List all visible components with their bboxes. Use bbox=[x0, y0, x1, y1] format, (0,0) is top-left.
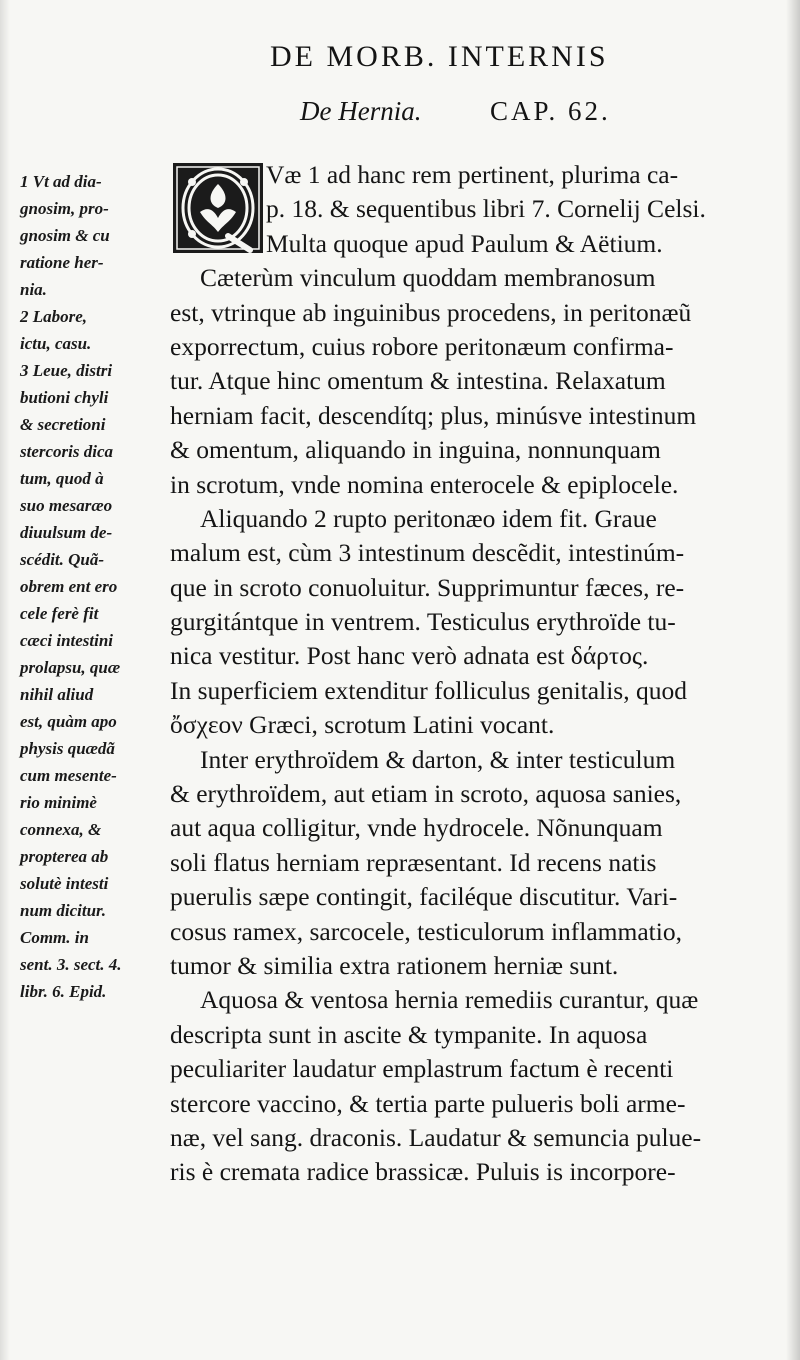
margin-note-line: cele ferè fit bbox=[20, 604, 99, 623]
body-line: aut aqua colligitur, vnde hydrocele. Nõnunquam bbox=[170, 813, 663, 843]
margin-note-line: sent. 3. sect. 4. bbox=[20, 955, 122, 974]
body-line: descripta sunt in ascite & tympanite. In aquosa bbox=[170, 1019, 648, 1049]
body-line: herniam facit, descendítq; plus, minúsve intestinum bbox=[170, 400, 697, 430]
body-line: Aquosa & ventosa hernia remediis curantur, quæ bbox=[200, 985, 699, 1015]
body-line: in scrotum, vnde nomina enterocele & epiplocele. bbox=[170, 469, 679, 499]
margin-note-line: diuulsum de- bbox=[20, 523, 113, 542]
margin-note-line: gnosim & cu bbox=[20, 226, 110, 245]
margin-note-line: gnosim, pro- bbox=[20, 199, 109, 218]
body-line: cosus ramex, sarcocele, testiculorum inflammatio, bbox=[170, 916, 682, 946]
body-line: Aliquando 2 rupto peritonæo idem fit. Graue bbox=[200, 503, 657, 533]
body-line: & omentum, aliquando in inguina, nonnunquam bbox=[170, 435, 661, 465]
page-shadow-right bbox=[786, 0, 800, 1360]
body-line: ὄσχεον Græci, scrotum Latini vocant. bbox=[170, 710, 555, 740]
margin-note-line: libr. 6. Epid. bbox=[20, 982, 107, 1001]
margin-note-line: rio minimè bbox=[20, 793, 97, 812]
body-line: soli flatus herniam repræsentant. Id recens natis bbox=[170, 847, 657, 877]
margin-note-line: connexa, & bbox=[20, 820, 102, 839]
margin-note-line: prolapsu, quæ bbox=[20, 658, 121, 677]
chapter-number: CAP. 62. bbox=[490, 96, 611, 126]
body-line: peculiariter laudatur emplastrum factum è recenti bbox=[170, 1054, 674, 1084]
body-line: Cæterùm vinculum quoddam membranosum bbox=[200, 263, 656, 293]
body-line: est, vtrinque ab inguinibus procedens, in peritonæũ bbox=[170, 297, 692, 327]
margin-note-line: tum, quod à bbox=[20, 469, 104, 488]
margin-note-line: suo mesaræo bbox=[20, 496, 113, 515]
margin-note-line: ictu, casu. bbox=[20, 334, 92, 353]
body-line: In superficiem extenditur folliculus genitalis, quod bbox=[170, 675, 687, 705]
body-line: Væ 1 ad hanc rem pertinent, plurima ca- bbox=[266, 160, 679, 189]
margin-note-line: ratione her- bbox=[20, 253, 104, 272]
margin-note-line: solutè intesti bbox=[20, 874, 109, 893]
body-line: & erythroïdem, aut etiam in scroto, aquosa sanies, bbox=[170, 779, 682, 809]
margin-note-line: & secretioni bbox=[20, 415, 106, 434]
body-line: que in scroto conuoluitur. Supprimuntur fæces, re- bbox=[170, 572, 685, 602]
chapter-heading bbox=[300, 96, 660, 127]
body-text bbox=[170, 158, 770, 1190]
body-line: nica vestitur. Post hanc verò adnata est δάρτος. bbox=[170, 641, 649, 671]
body-line: exporrectum, cuius robore peritonæum confirma- bbox=[170, 331, 674, 361]
margin-note-line: Comm. in bbox=[20, 928, 89, 947]
body-line: tumor & similia extra rationem herniæ sunt. bbox=[170, 950, 619, 980]
body-line: Multa quoque apud Paulum & Aëtium. bbox=[266, 228, 663, 258]
margin-note-line: 2 Labore, bbox=[20, 307, 88, 326]
margin-note-line: nia. bbox=[20, 280, 47, 299]
margin-note-line: butioni chyli bbox=[20, 388, 109, 407]
running-head: DE MORB. INTERNIS bbox=[270, 40, 609, 73]
margin-note-line: 3 Leue, distri bbox=[20, 361, 113, 380]
body-line: malum est, cùm 3 intestinum descẽdit, intestinúm- bbox=[170, 538, 685, 568]
body-line: ris è cremata radice brassicæ. Puluis is incorpore- bbox=[170, 1157, 676, 1187]
margin-note-line: propterea ab bbox=[20, 847, 109, 866]
margin-note-line: obrem ent ero bbox=[20, 577, 118, 596]
margin-note-line: nihil aliud bbox=[20, 685, 94, 704]
margin-note-line: est, quàm apo bbox=[20, 712, 117, 731]
body-line: tur. Atque hinc omentum & intestina. Relaxatum bbox=[170, 366, 666, 396]
body-line: p. 18. & sequentibus libri 7. Cornelij Celsi. bbox=[266, 194, 706, 224]
margin-note-line: scédit. Quã- bbox=[20, 550, 105, 569]
margin-note-line: physis quædã bbox=[20, 739, 115, 758]
margin-note-line: cum mesente- bbox=[20, 766, 117, 785]
body-line: næ, vel sang. draconis. Laudatur & semuncia pulue- bbox=[170, 1122, 702, 1152]
chapter-subject: De Hernia. bbox=[300, 96, 422, 126]
margin-note-line: num dicitur. bbox=[20, 901, 106, 920]
margin-note-line: cæci intestini bbox=[20, 631, 114, 650]
margin-note-line: 1 Vt ad dia- bbox=[20, 172, 102, 191]
body-line: stercore vaccino, & tertia parte pulueris boli arme- bbox=[170, 1088, 686, 1118]
body-line: puerulis sæpe contingit, faciléque discutitur. Vari- bbox=[170, 882, 678, 912]
page-shadow-left bbox=[0, 0, 10, 1360]
body-line: Inter erythroïdem & darton, & inter testiculum bbox=[200, 744, 676, 774]
body-line: gurgitántque in ventrem. Testiculus erythroïde tu- bbox=[170, 607, 676, 637]
marginal-notes bbox=[20, 168, 178, 1005]
margin-note-line: stercoris dica bbox=[20, 442, 114, 461]
